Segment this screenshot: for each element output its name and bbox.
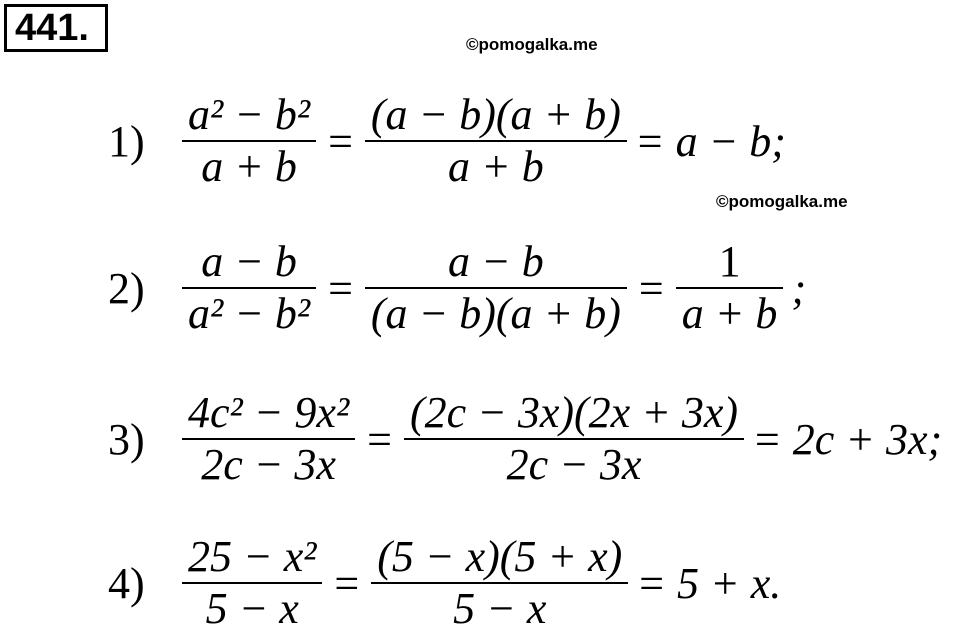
equals-sign: =	[367, 414, 392, 464]
equation-2	[108, 237, 806, 339]
fraction-lhs	[182, 388, 355, 490]
equation-3	[108, 388, 942, 490]
equation-label: 3)	[108, 414, 145, 464]
fraction-lhs	[182, 237, 316, 339]
denominator: 2c − 3x	[506, 440, 642, 489]
fraction-middle	[365, 90, 627, 192]
equals-sign: =	[328, 116, 353, 166]
denominator: a² − b²	[188, 289, 311, 338]
numerator: (2c − 3x)(2x + 3x)	[409, 388, 739, 437]
fraction-lhs	[182, 532, 322, 634]
denominator: 5 − x	[205, 584, 299, 633]
numerator: (a − b)(a + b)	[370, 90, 621, 139]
fraction-middle	[371, 532, 628, 634]
equation-1	[108, 90, 786, 192]
numerator: 1	[718, 237, 741, 286]
watermark: ©pomogalka.me	[716, 192, 848, 211]
denominator: 2c − 3x	[201, 440, 336, 489]
equals-sign: =	[334, 558, 360, 608]
equation-result: = a − b;	[634, 116, 786, 166]
equation-result: = 5 + x.	[636, 558, 782, 608]
equation-label: 4)	[108, 558, 145, 608]
numerator: 4c² − 9x²	[188, 388, 350, 437]
problem-number: 441.	[4, 4, 108, 52]
denominator: (a − b)(a + b)	[370, 289, 621, 338]
equation-result: ;	[791, 263, 807, 313]
numerator: a − b	[448, 237, 544, 286]
equals-sign: =	[638, 263, 664, 313]
numerator: (5 − x)(5 + x)	[377, 532, 623, 581]
denominator: a + b	[448, 142, 544, 191]
equals-sign: =	[328, 263, 353, 313]
equation-result: = 2c + 3x;	[752, 414, 943, 464]
denominator: a + b	[681, 289, 778, 338]
equation-label: 2)	[108, 263, 145, 313]
fraction-lhs	[182, 90, 316, 192]
fraction-middle	[365, 237, 627, 339]
denominator: 5 − x	[453, 584, 547, 633]
numerator: 25 − x²	[188, 532, 317, 581]
fraction-middle	[404, 388, 744, 490]
equation-label: 1)	[108, 116, 145, 166]
equation-4	[108, 532, 781, 634]
watermark: ©pomogalka.me	[466, 35, 598, 54]
numerator: a − b	[201, 237, 297, 286]
denominator: a + b	[201, 142, 297, 191]
numerator: a² − b²	[188, 90, 311, 139]
fraction-result	[676, 237, 784, 339]
